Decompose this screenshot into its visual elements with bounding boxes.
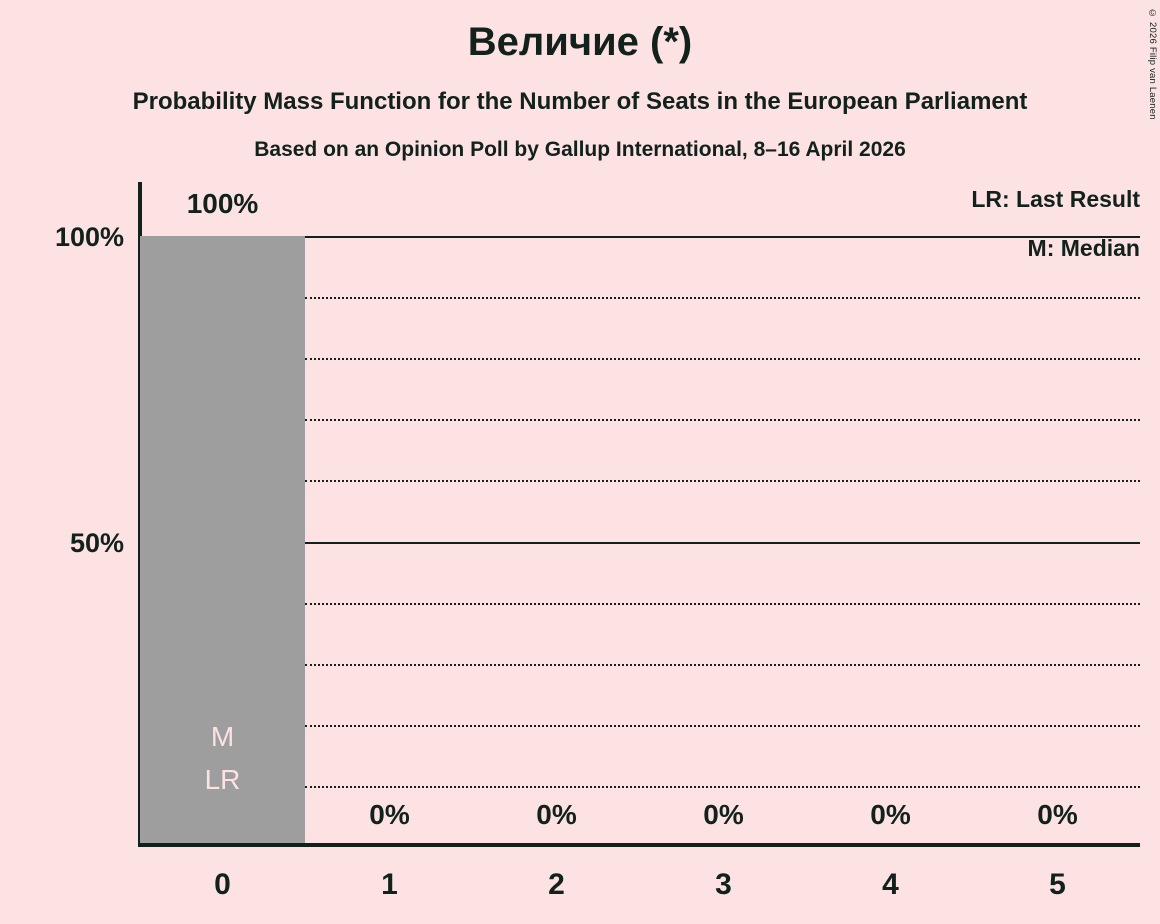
gridline-50 [305,542,1140,544]
y-tick-label-100: 100% [54,222,124,252]
bar-value-5: 0% [1037,799,1078,830]
bar-value-0: 100% [186,188,259,219]
chart-title: Величие (*) [467,20,693,64]
x-tick-label-5: 5 [1049,868,1066,901]
x-tick-label-4: 4 [882,868,899,901]
x-tick-label-3: 3 [715,868,732,901]
gridline-40 [305,603,1140,605]
y-tick-label-50: 50% [69,528,124,558]
bar-value-3: 0% [703,799,744,830]
legend-last-result: LR: Last Result [971,186,1140,212]
chart-subtitle: Probability Mass Function for the Number of Seats in the European Parliament [132,88,1028,115]
x-tick-label-0: 0 [214,868,231,901]
chart-source-note: Based on an Opinion Poll by Gallup International, 8–16 April 2026 [254,138,906,161]
bar-0[interactable] [140,236,305,843]
x-tick-label-1: 1 [381,868,398,901]
gridline-60 [305,480,1140,482]
bar-marker-median: M [210,721,235,752]
gridline-30 [305,664,1140,666]
gridline-100 [305,236,1140,238]
gridline-70 [305,419,1140,421]
bar-value-1: 0% [369,799,410,830]
gridline-20 [305,725,1140,727]
legend-median: M: Median [1027,235,1140,261]
bar-value-4: 0% [870,799,911,830]
gridline-10 [305,786,1140,788]
gridline-90 [305,297,1140,299]
bar-marker-last-result: LR [204,764,241,795]
x-tick-label-2: 2 [548,868,565,901]
x-axis-line [138,843,1140,847]
copyright-notice: © 2026 Filip van Laenen [1147,8,1158,120]
gridline-80 [305,358,1140,360]
bar-value-2: 0% [536,799,577,830]
